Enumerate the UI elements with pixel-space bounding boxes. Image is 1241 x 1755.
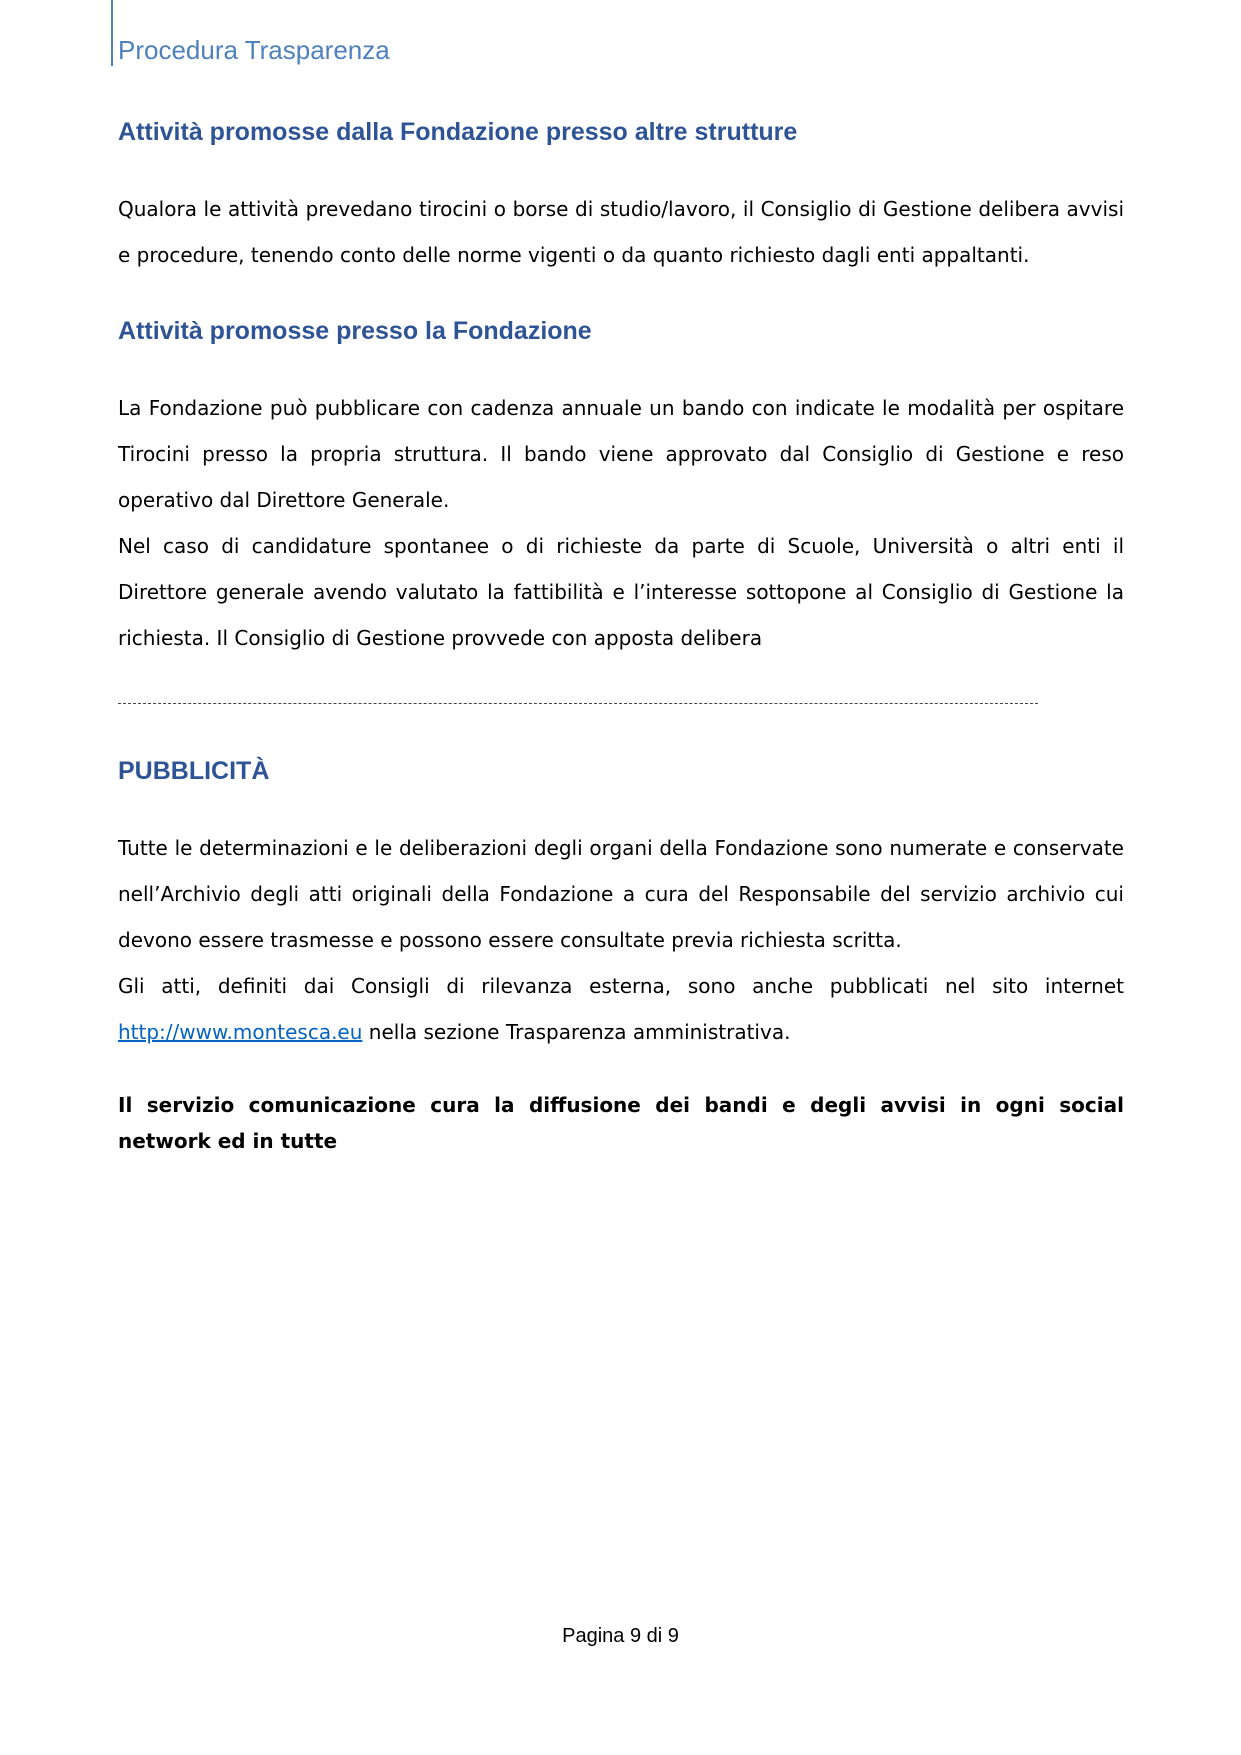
paragraph: Tutte le determinazioni e le deliberazioni degli organi della Fondazione sono numerate e conservate nell’Archivio degli atti originali della Fondazione a cura del Responsabile del servizio archivio cui devono essere trasmesse e possono essere consultate previa richiesta scritta. xyxy=(118,836,1124,952)
paragraph: Nel caso di candidature spontanee o di richieste da parte di Scuole, Università o altri enti il Direttore generale avendo valutato la fattibilità e l’interesse sottopone al Consiglio di Gestione la richiesta. Il Consiglio di Gestione provvede con apposta delibera xyxy=(118,534,1124,650)
section-title-external-activities: Attività promosse dalla Fondazione presso altre strutture xyxy=(118,118,798,146)
paragraph: Gli atti, definiti dai Consigli di rilevanza esterna, sono anche pubblicati nel sito internet xyxy=(118,974,1124,998)
paragraph: Qualora le attività prevedano tirocini o borse di studio/lavoro, il Consiglio di Gestione delibera avvisi e procedure, tenendo conto delle norme vigenti o da quanto richiesto dagli enti appaltanti. xyxy=(118,197,1124,267)
header-rule xyxy=(111,0,113,66)
paragraph-with-link xyxy=(118,1009,1124,1055)
dashed-divider xyxy=(118,703,1038,704)
header-title: Procedura Trasparenza xyxy=(118,35,390,65)
page-number: Pagina 9 di 9 xyxy=(562,1625,679,1647)
section-title-internal-activities: Attività promosse presso la Fondazione xyxy=(118,317,592,345)
closing-statement: Il servizio comunicazione cura la diffusione dei bandi e degli avvisi in ogni social network ed in tutte xyxy=(118,1093,1124,1153)
section-title-pubblicita: PUBBLICITÀ xyxy=(118,757,270,785)
document-body xyxy=(118,115,1124,1159)
paragraph: La Fondazione può pubblicare con cadenza annuale un bando con indicate le modalità per ospitare Tirocini presso la propria struttura. Il bando viene approvato dal Consiglio di Gestione e reso operativo dal Direttore Generale. xyxy=(118,396,1124,512)
website-link[interactable]: http://www.montesca.eu xyxy=(118,1020,363,1044)
link-suffix-text: nella sezione Trasparenza amministrativa. xyxy=(362,1020,791,1044)
